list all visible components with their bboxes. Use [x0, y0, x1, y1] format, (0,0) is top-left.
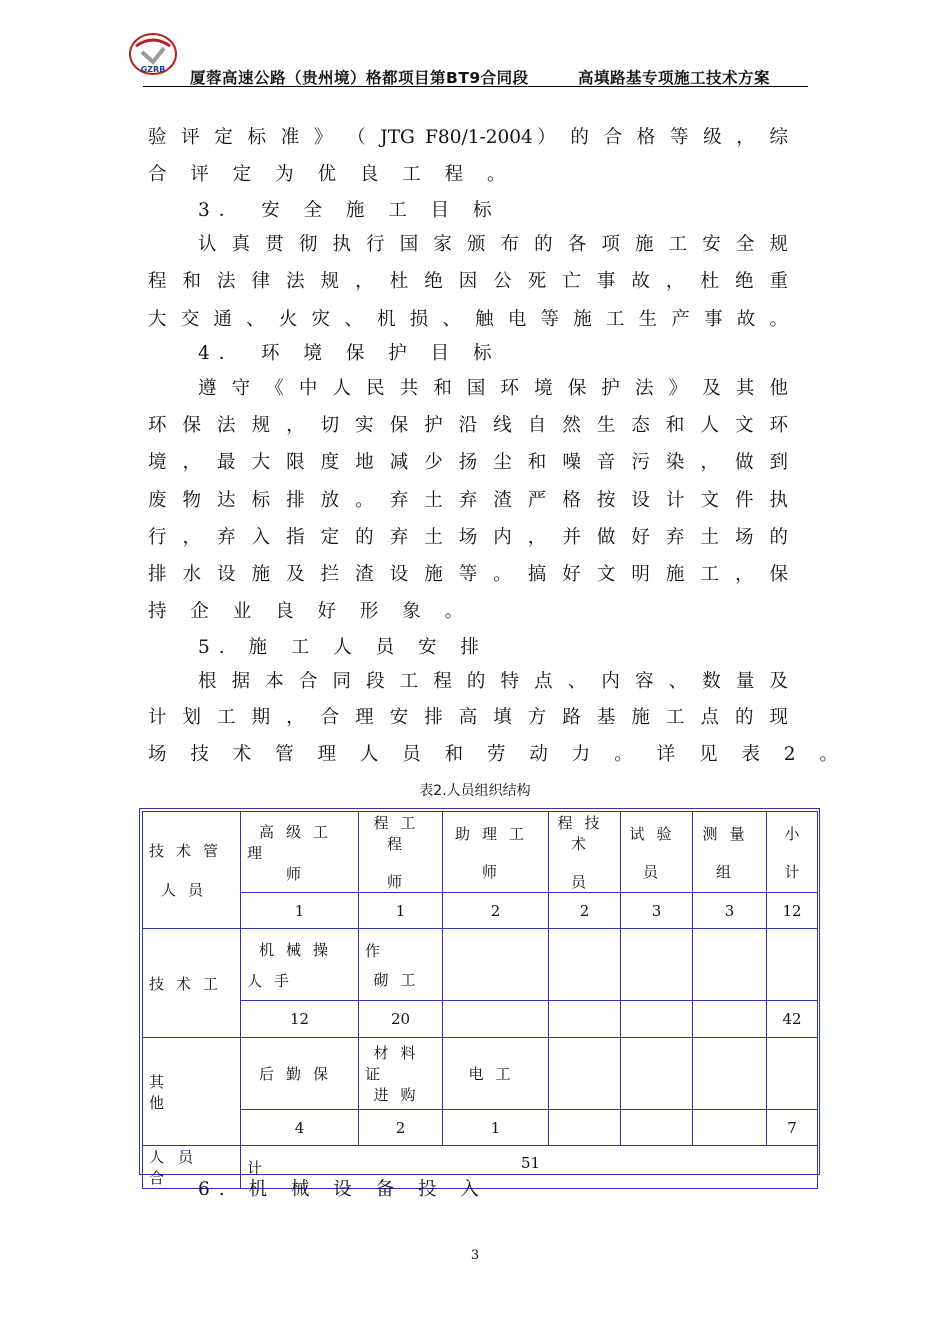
value-cell: 12 — [241, 1001, 359, 1038]
table-row — [143, 1038, 818, 1110]
value-cell — [549, 1110, 621, 1146]
header-document-title: 高填路基专项施工技术方案 — [578, 69, 771, 87]
header-rule — [143, 86, 808, 87]
empty-cell — [693, 1038, 767, 1110]
table-row — [143, 929, 818, 1001]
empty-cell — [443, 929, 549, 1001]
table-caption: 表2.人员组织结构 — [419, 783, 531, 799]
value-cell: 42 — [767, 1001, 818, 1038]
category-cell: 技术管 人员 — [143, 812, 241, 929]
body-line: 废 物 达 标 排 放 。 弃 土 弃 渣 严 格 按 设 计 文 件 执 — [148, 490, 788, 511]
header-cell: 高级工 理 师 — [241, 812, 359, 893]
total-label-cell: 人员合 — [143, 1146, 241, 1189]
header-cell: 作 砌工 — [359, 929, 443, 1001]
empty-cell — [621, 929, 693, 1001]
header-cell: 试验 员 — [621, 812, 693, 893]
value-cell — [621, 1110, 693, 1146]
value-cell: 3 — [621, 893, 693, 929]
header-cell: 程工程 师 — [359, 812, 443, 893]
header-cell: 小 计 — [767, 812, 818, 893]
value-cell: 7 — [767, 1110, 818, 1146]
logo-text: GZRB — [140, 65, 166, 74]
company-logo — [128, 32, 178, 76]
category-cell: 其他 — [143, 1038, 241, 1146]
value-cell — [443, 1001, 549, 1038]
body-line: 环 保 法 规 ， 切 实 保 护 沿 线 自 然 生 态 和 人 文 环 — [148, 415, 788, 436]
value-cell: 4 — [241, 1110, 359, 1146]
body-line: 行 ， 弃 入 指 定 的 弃 土 场 内 ， 并 做 好 弃 土 场 的 — [148, 527, 788, 548]
header-cell: 机械操 人手 — [241, 929, 359, 1001]
header-cell: 测量 组 — [693, 812, 767, 893]
header-cell: 电工 — [443, 1038, 549, 1110]
header-cell: 后勤保 — [241, 1038, 359, 1110]
category-cell: 技术工 — [143, 929, 241, 1038]
table-row — [143, 893, 818, 929]
value-cell — [693, 1001, 767, 1038]
body-line: 程 和 法 律 法 规 ， 杜 绝 因 公 死 亡 事 故 ， 杜 绝 重 — [148, 271, 788, 292]
body-line: 合 评 定 为 优 良 工 程 。 — [148, 164, 515, 185]
empty-cell — [549, 929, 621, 1001]
body-line: 遵 守 《 中 人 民 共 和 国 环 境 保 护 法 》 及 其 他 — [198, 378, 788, 399]
value-cell: 2 — [443, 893, 549, 929]
empty-cell — [621, 1038, 693, 1110]
value-cell — [621, 1001, 693, 1038]
staff-table — [142, 811, 818, 1189]
body-line: 境 ， 最 大 限 度 地 减 少 扬 尘 和 噪 音 污 染 ， 做 到 — [148, 452, 788, 473]
body-line: 持 企 业 良 好 形 象 。 — [148, 601, 473, 622]
body-line: 验 评 定 标 准 》 （ JTG F80/1-2004） 的 合 格 等 级 ， 综 — [148, 127, 788, 148]
value-cell: 1 — [359, 893, 443, 929]
total-label-suffix: 计 — [247, 1158, 263, 1177]
value-cell: 2 — [359, 1110, 443, 1146]
page-number: 3 — [470, 1248, 480, 1263]
section-heading: 3． 安 全 施 工 目 标 — [198, 200, 501, 221]
section-heading: 6. 机 械 设 备 投 入 — [198, 1179, 488, 1200]
body-line: 大 交 通 、 火 灾 、 机 损 、 触 电 等 施 工 生 产 事 故 。 — [148, 309, 788, 330]
header-cell: 材料 证 进购 — [359, 1038, 443, 1110]
value-cell: 20 — [359, 1001, 443, 1038]
section-heading: 4． 环 境 保 护 目 标 — [198, 343, 501, 364]
empty-cell — [549, 1038, 621, 1110]
empty-cell — [767, 929, 818, 1001]
body-line: 根 据 本 合 同 段 工 程 的 特 点 、 内 容 、 数 量 及 — [198, 671, 788, 692]
value-cell: 1 — [443, 1110, 549, 1146]
body-line: 认 真 贯 彻 执 行 国 家 颁 布 的 各 项 施 工 安 全 规 — [198, 234, 788, 255]
body-line: 场 技 术 管 理 人 员 和 劳 动 力 。 详 见 表 2 。 — [148, 744, 847, 765]
value-cell — [549, 1001, 621, 1038]
total-value: 51 — [521, 1154, 541, 1172]
header-cell: 程技术 员 — [549, 812, 621, 893]
value-cell: 3 — [693, 893, 767, 929]
table-row — [143, 1110, 818, 1146]
value-cell: 1 — [241, 893, 359, 929]
body-line: 排 水 设 施 及 拦 渣 设 施 等 。 搞 好 文 明 施 工 ， 保 — [148, 564, 788, 585]
empty-cell — [693, 929, 767, 1001]
header-project-title: 厦蓉高速公路（贵州境）格都项目第BT9合同段 — [190, 69, 529, 87]
body-line: 计 划 工 期 ， 合 理 安 排 高 填 方 路 基 施 工 点 的 现 — [148, 707, 788, 728]
value-cell: 2 — [549, 893, 621, 929]
table-row — [143, 812, 818, 893]
value-cell — [693, 1110, 767, 1146]
header-cell: 助理工 师 — [443, 812, 549, 893]
section-heading: 5. 施 工 人 员 安 排 — [198, 637, 488, 658]
table-row — [143, 1001, 818, 1038]
empty-cell — [767, 1038, 818, 1110]
value-cell: 12 — [767, 893, 818, 929]
